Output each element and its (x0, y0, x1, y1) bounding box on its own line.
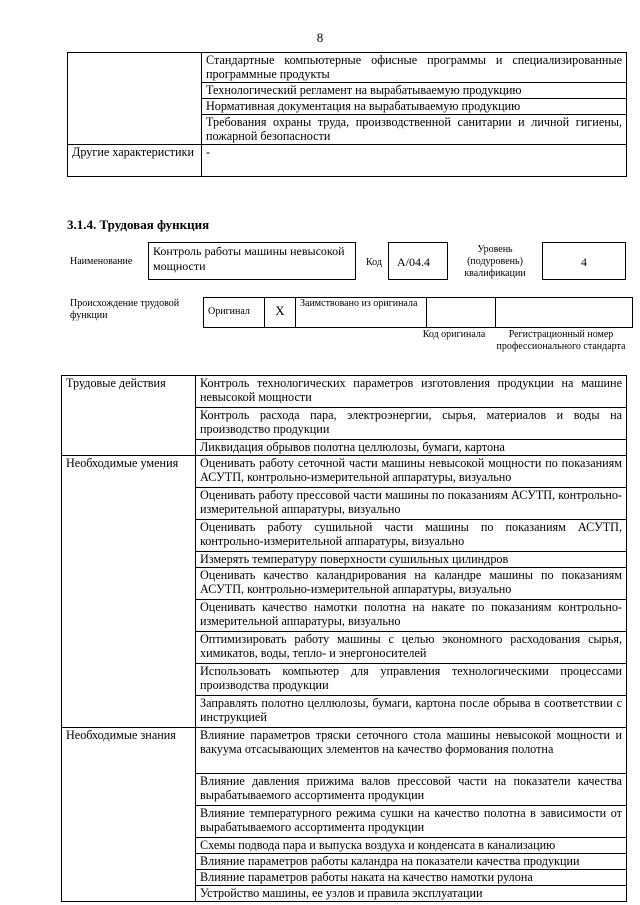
knowledge-item: Влияние температурного режима сушки на качество полотна в зависимости от вырабатываемого ассортимента продукции (196, 806, 627, 838)
knowledge-item: Влияние давления прижима валов прессовой части на показатели качества вырабатываемого ассортимента продукции (196, 774, 627, 806)
main-table (61, 375, 627, 902)
skill-item: Оптимизировать работу машины с целью экономного расходования сырья, химикатов, воды, тепло- и энергоносителей (196, 632, 627, 664)
page-number: 8 (316, 30, 324, 45)
section-title: 3.1.4. Трудовая функция (67, 217, 210, 232)
skill-item: Оценивать качество намотки полотна на накате по показаниям контрольно-измерительной аппаратуры, визуально (196, 600, 627, 632)
skill-item: Оценивать качество каландрирования на каландре машины по показаниям АСУТП, контрольно-измерительной аппаратуры, визуально (196, 568, 627, 600)
top-table-item: Требования охраны труда, производственной санитарии и личной гигиены, пожарной безопасности (202, 115, 627, 145)
borrowed-label: Заимствовано из оригинала (296, 298, 427, 328)
group-label-skills: Необходимые умения (62, 456, 196, 728)
top-table-item: Стандартные компьютерные офисные программы и специализированные программные продукты (202, 53, 627, 83)
skill-item: Использовать компьютер для управления технологическими процессами производства продукции (196, 664, 627, 696)
other-characteristics-label: Другие характеристики (68, 145, 202, 177)
knowledge-item: Влияние параметров тряски сеточного стола машины невысокой мощности и вакуума отсасывающих элементов на качество формования полотна (196, 728, 627, 774)
name-value: Контроль работы машины невысокой мощности (148, 242, 356, 280)
reg-number-cell (496, 298, 633, 328)
reg-caption: Регистрационный номер профессионального стандарта (496, 329, 626, 352)
original-label: Оригинал (204, 298, 265, 328)
top-table-item: Нормативная документация на вырабатываемую продукцию (202, 99, 627, 115)
knowledge-item: Влияние параметров работы наката на качество намотки рулона (196, 870, 627, 886)
other-characteristics-value: - (202, 145, 627, 177)
level-label: Уровень (подуровень) квалификации (464, 244, 526, 279)
action-item: Ликвидация обрывов полотна целлюлозы, бумаги, картона (196, 440, 627, 456)
action-item: Контроль расхода пара, электроэнергии, сырья, материалов и воды на производство продукции (196, 408, 627, 440)
top-table (67, 52, 627, 177)
original-code-cell (427, 298, 496, 328)
skill-item: Заправлять полотно целлюлозы, бумаги, картона после обрыва в соответствии с инструкцией (196, 696, 627, 728)
action-item: Контроль технологических параметров изготовления продукции на машине невысокой мощности (196, 376, 627, 408)
code-caption: Код оригинала (422, 329, 486, 340)
name-label: Наименование (70, 256, 133, 267)
top-table-empty-cell (68, 53, 202, 145)
top-table-item: Технологический регламент на вырабатываемую продукцию (202, 83, 627, 99)
knowledge-item: Влияние параметров работы каландра на показатели качества продукции (196, 854, 627, 870)
skill-item: Оценивать работу сеточной части машины невысокой мощности по показаниям АСУТП, контрольно-измерительной аппаратуры, визуально (196, 456, 627, 488)
origin-table (203, 297, 633, 328)
group-label-knowledge: Необходимые знания (62, 728, 196, 902)
knowledge-item: Устройство машины, ее узлов и правила эксплуатации (196, 886, 627, 902)
code-value: A/04.4 (388, 242, 448, 280)
origin-label: Происхождение трудовой функции (70, 298, 180, 321)
level-value: 4 (542, 242, 626, 280)
code-label: Код (366, 257, 382, 268)
skill-item: Оценивать работу сушильной части машины по показаниям АСУТП, контрольно-измерительной аппаратуры, визуально (196, 520, 627, 552)
skill-item: Оценивать работу прессовой части машины по показаниям АСУТП, контрольно-измерительной аппаратуры, визуально (196, 488, 627, 520)
skill-item: Измерять температуру поверхности сушильных цилиндров (196, 552, 627, 568)
group-label-actions: Трудовые действия (62, 376, 196, 456)
knowledge-item: Схемы подвода пара и выпуска воздуха и конденсата в канализацию (196, 838, 627, 854)
original-mark: X (265, 298, 296, 328)
